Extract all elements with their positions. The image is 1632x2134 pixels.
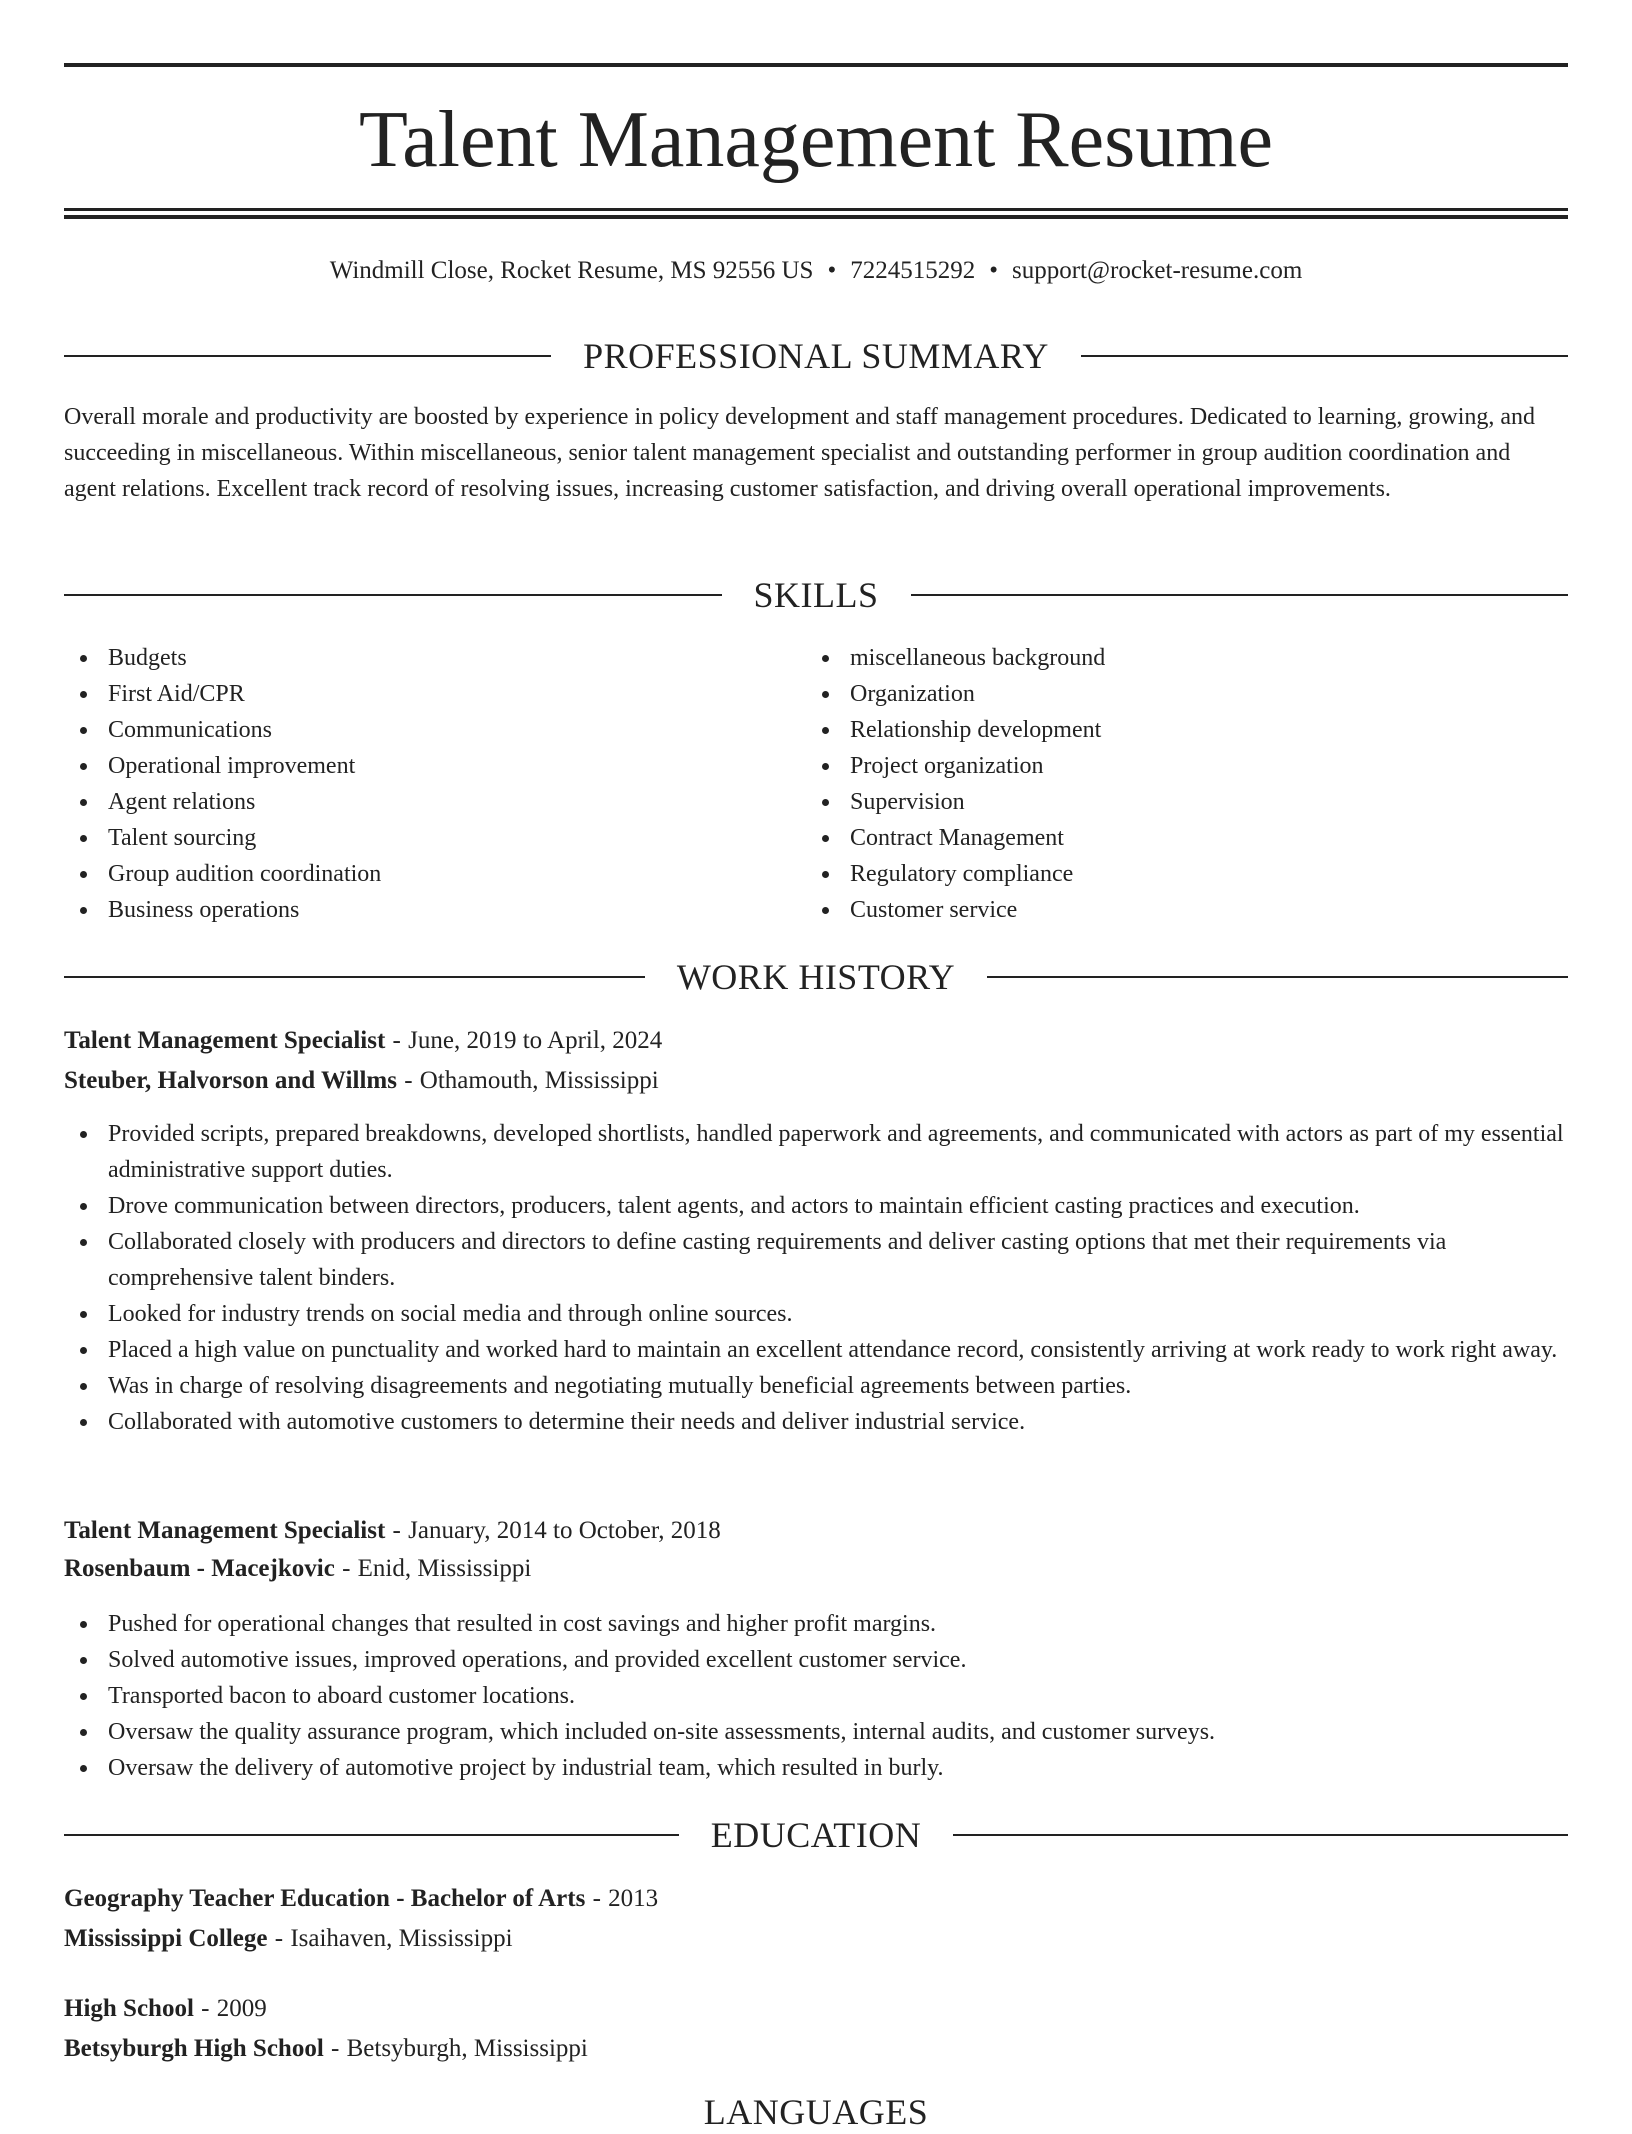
education-school-line: Betsyburgh High School - Betsyburgh, Mississippi [64, 2035, 588, 2062]
job-bullet: Looked for industry trends on social media and through online sources. [64, 1296, 1568, 1332]
skill-item: Group audition coordination [64, 856, 806, 892]
skill-item: Relationship development [806, 712, 1548, 748]
education-location: Betsyburgh, Mississippi [346, 2035, 588, 2062]
education-degree: Geography Teacher Education - Bachelor of Arts [64, 1885, 586, 1912]
job-bullet: Provided scripts, prepared breakdowns, developed shortlists, handled paperwork and agreements, and communicated with actors as part of my essential administrative support duties. [64, 1116, 1568, 1188]
job-bullet: Solved automotive issues, improved operations, and provided excellent customer service. [64, 1642, 1568, 1678]
job-company-line: Steuber, Halvorson and Willms - Othamouth, Mississippi [64, 1067, 659, 1094]
contact-line [64, 254, 1568, 288]
job-location: Enid, Mississippi [357, 1555, 532, 1582]
skill-item: Supervision [806, 784, 1548, 820]
skill-item: Organization [806, 676, 1548, 712]
job-title: Talent Management Specialist [64, 1027, 386, 1054]
heading-rule [64, 976, 645, 978]
skills-list [64, 640, 1568, 928]
skill-item: First Aid/CPR [64, 676, 806, 712]
resume-title: Talent Management Resume [358, 96, 1274, 184]
job-company: Steuber, Halvorson and Willms [64, 1067, 397, 1094]
education-heading-label: EDUCATION [710, 1815, 922, 1855]
education-degree-line: High School - 2009 [64, 1995, 267, 2022]
title-rule-lower [64, 215, 1568, 219]
skill-item: Contract Management [806, 820, 1548, 856]
job-bullet: Drove communication between directors, producers, talent agents, and actors to maintain efficient casting practices and execution. [64, 1188, 1568, 1224]
job-bullet: Collaborated with automotive customers to determine their needs and deliver industrial service. [64, 1404, 1568, 1440]
job-dates: June, 2019 to April, 2024 [408, 1027, 663, 1054]
job-bullet: Pushed for operational changes that resulted in cost savings and higher profit margins. [64, 1606, 1568, 1642]
job-dates: January, 2014 to October, 2018 [408, 1517, 721, 1544]
languages-heading [64, 2090, 1568, 2134]
skill-item: Operational improvement [64, 748, 806, 784]
work-heading-label: WORK HISTORY [676, 957, 956, 997]
skill-item: miscellaneous background [806, 640, 1548, 676]
work-heading [64, 955, 1568, 999]
education-school: Mississippi College [64, 1925, 268, 1952]
education-school: Betsyburgh High School [64, 2035, 324, 2062]
job-company: Rosenbaum - Macejkovic [64, 1555, 335, 1582]
contact-phone[interactable]: 7224515292 [850, 257, 976, 284]
summary-heading [64, 334, 1568, 378]
education-location: Isaihaven, Mississippi [290, 1925, 513, 1952]
job-bullet: Collaborated closely with producers and directors to define casting requirements and deliver casting options that met their requirements via comprehensive talent binders. [64, 1224, 1568, 1296]
education-school-line: Mississippi College - Isaihaven, Mississippi [64, 1925, 513, 1952]
skill-item: Regulatory compliance [806, 856, 1548, 892]
contact-email[interactable]: support@rocket-resume.com [1011, 257, 1303, 284]
skill-item: Business operations [64, 892, 806, 928]
job-bullet: Transported bacon to aboard customer locations. [64, 1678, 1568, 1714]
job-bullet: Was in charge of resolving disagreements and negotiating mutually beneficial agreements between parties. [64, 1368, 1568, 1404]
skills-heading [64, 573, 1568, 617]
skills-column-left [64, 640, 806, 928]
languages-heading-label: LANGUAGES [703, 2092, 929, 2132]
skill-item: Agent relations [64, 784, 806, 820]
heading-rule [911, 594, 1569, 596]
heading-rule [64, 594, 722, 596]
job-company-line: Rosenbaum - Macejkovic - Enid, Mississippi [64, 1555, 532, 1582]
heading-rule [64, 1834, 679, 1836]
summary-text: Overall morale and productivity are boosted by experience in policy development and staff management procedures. Dedicated to learning, growing, and succeeding in miscellaneous. Within miscellaneous, senior talent management specialist and outstanding performer in group audition coordination and agent relations. Excellent track record of resolving issues, increasing customer satisfaction, and driving overall operational improvements. [64, 404, 1536, 502]
job-title: Talent Management Specialist [64, 1517, 386, 1544]
summary-heading-label: PROFESSIONAL SUMMARY [583, 336, 1049, 376]
job-title-line: Talent Management Specialist - January, 2014 to October, 2018 [64, 1517, 721, 1544]
education-degree: High School [64, 1995, 194, 2022]
skill-item: Communications [64, 712, 806, 748]
heading-rule [1081, 355, 1568, 357]
contact-separator: • [827, 257, 837, 284]
skill-item: Project organization [806, 748, 1548, 784]
heading-rule [64, 355, 551, 357]
skill-item: Customer service [806, 892, 1548, 928]
heading-rule [953, 1834, 1568, 1836]
job-bullet: Oversaw the quality assurance program, which included on-site assessments, internal audits, and customer surveys. [64, 1714, 1568, 1750]
job-bullet: Oversaw the delivery of automotive project by industrial team, which resulted in burly. [64, 1750, 1568, 1786]
education-heading [64, 1813, 1568, 1857]
top-rule [64, 63, 1568, 67]
skills-heading-label: SKILLS [753, 575, 879, 615]
job-bullet: Placed a high value on punctuality and worked hard to maintain an excellent attendance record, consistently arriving at work ready to work right away. [64, 1332, 1568, 1368]
job-bullets [64, 1606, 1568, 1786]
contact-separator: • [989, 257, 998, 284]
job-location: Othamouth, Mississippi [419, 1067, 659, 1094]
education-year: 2013 [608, 1885, 659, 1912]
education-year: 2009 [216, 1995, 267, 2022]
title-rule-upper [64, 208, 1568, 211]
skills-column-right [806, 640, 1548, 928]
job-title-line: Talent Management Specialist - June, 2019 to April, 2024 [64, 1027, 663, 1054]
skill-item: Budgets [64, 640, 806, 676]
heading-rule [987, 976, 1568, 978]
skill-item: Talent sourcing [64, 820, 806, 856]
job-bullets [64, 1116, 1568, 1440]
contact-address: Windmill Close, Rocket Resume, MS 92556 US [329, 257, 814, 284]
education-degree-line: Geography Teacher Education - Bachelor of Arts - 2013 [64, 1885, 659, 1912]
